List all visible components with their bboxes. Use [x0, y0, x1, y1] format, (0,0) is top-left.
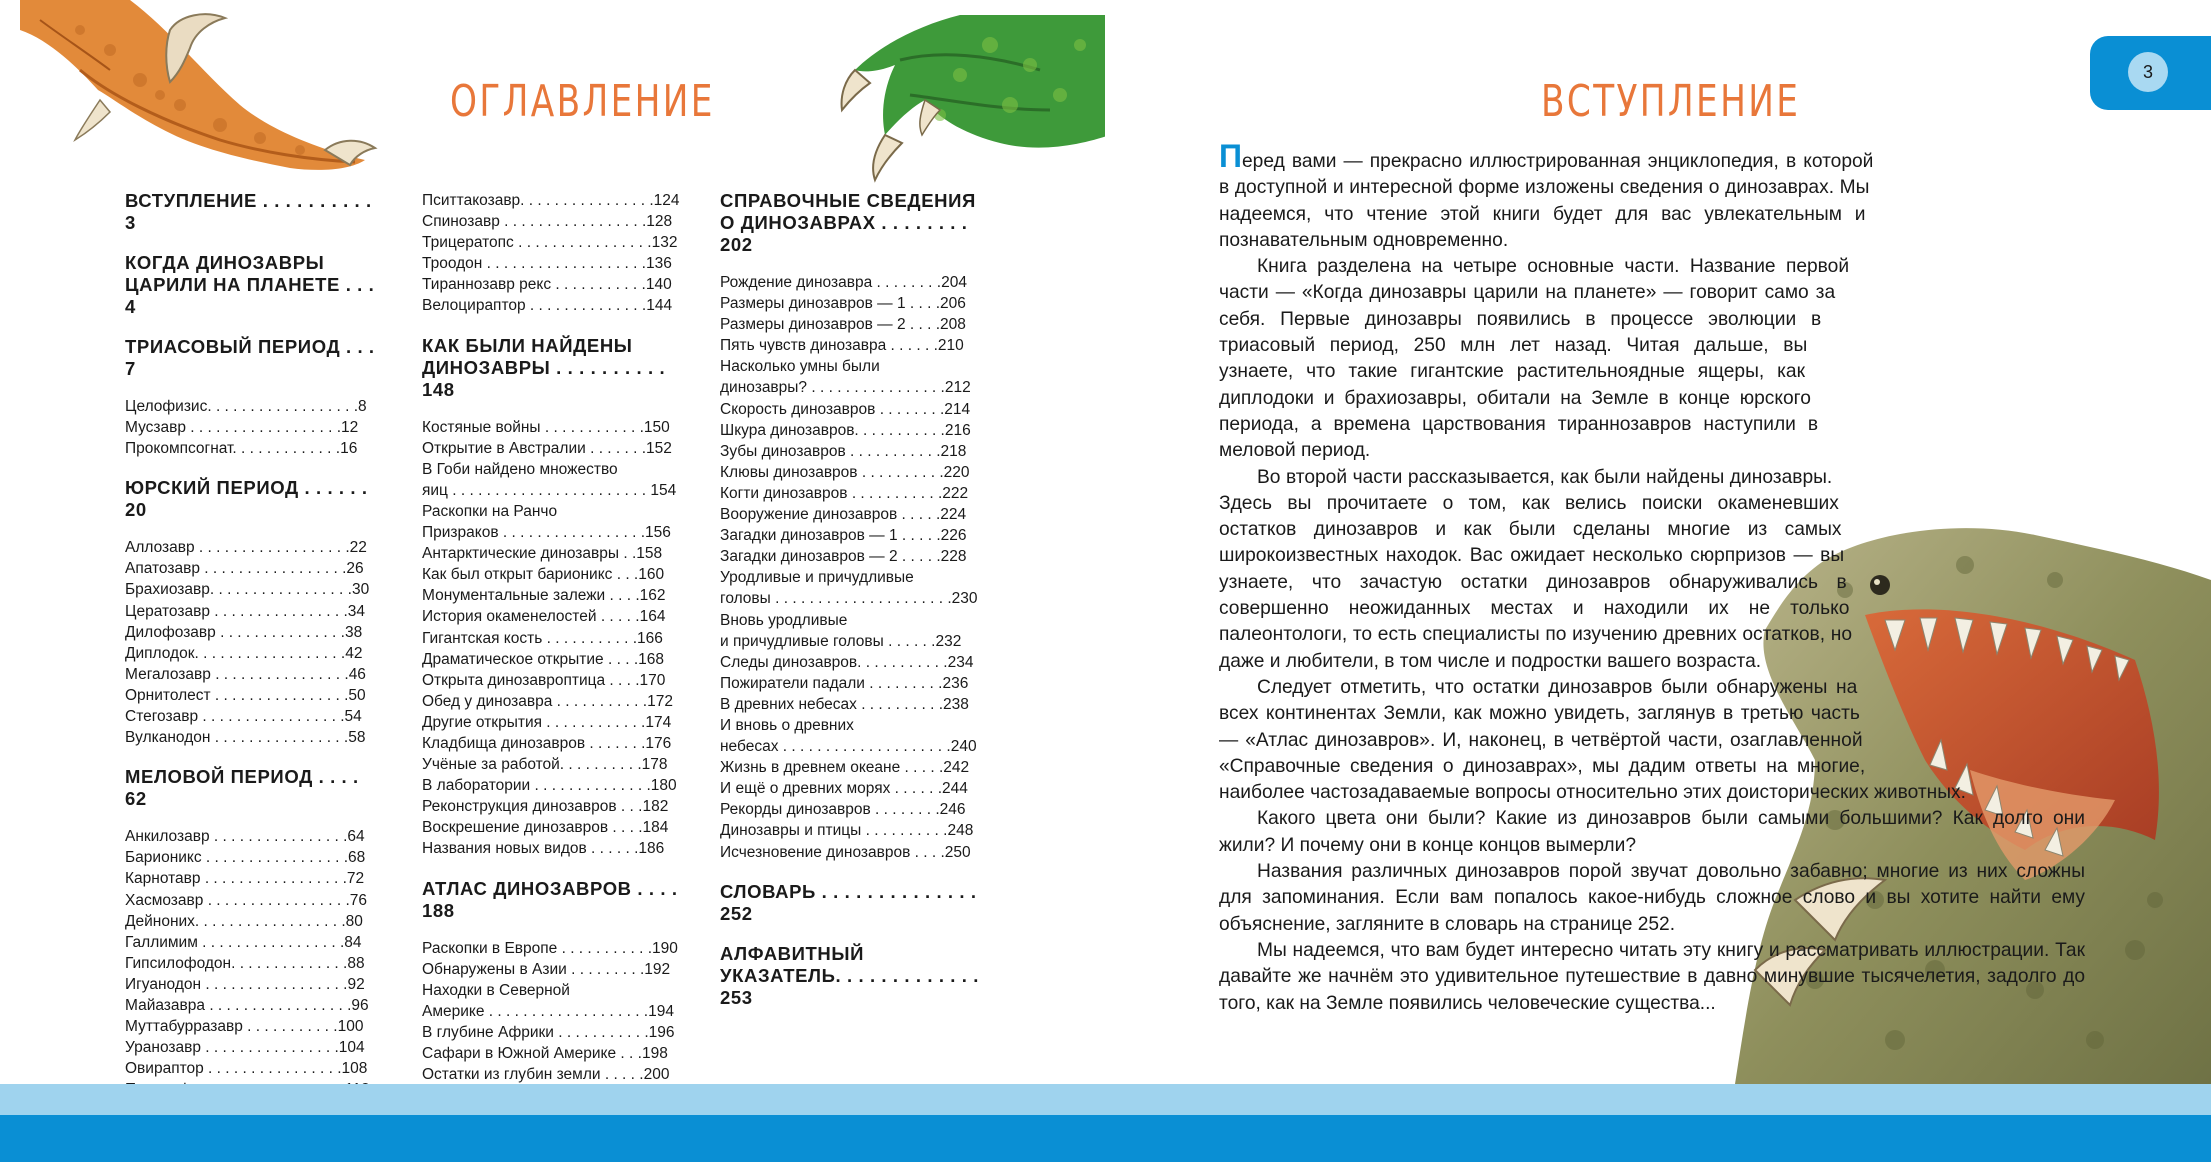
toc-entry: Драматическое открытие . . . .168 [422, 650, 664, 668]
toc-entry: В глубине Африки . . . . . . . . . . .196 [422, 1023, 675, 1041]
toc-section-heading: ЮРСКИЙ ПЕРИОД . . . . . . 20 [125, 477, 368, 521]
toc-entry: Аллозавр . . . . . . . . . . . . . . . . . .22 [125, 539, 367, 557]
toc-entry: Спинозавр . . . . . . . . . . . . . . . . .128 [422, 213, 673, 231]
toc-entry: Открытие в Австралии . . . . . . .152 [422, 439, 672, 457]
toc-entry: Прокомпсогнат. . . . . . . . . . . . .16 [125, 440, 358, 458]
green-claw-illustration [840, 15, 1110, 190]
toc-entry: Раскопки в Европе . . . . . . . . . . .190 [422, 939, 678, 957]
footer-band-light [0, 1084, 2211, 1115]
intro-paragraph-2: Книга разделена на четыре основные части. Название первой части — «Когда динозавры царили на планете» — говорит само за себя. Первые динозавры появились в процессе эволюции в триасовый период, 250 млн лет назад. Читая дальше, вы узнаете, что такие гигантские растительноядные ящеры, как диплодоки и брахиозавры, обитали на Земле в конце юрского периода, а времена царствования тираннозавров наступили в меловой период. [1219, 256, 1850, 462]
page-number: 3 [2128, 52, 2168, 92]
toc-entry: Анкилозавр . . . . . . . . . . . . . . . .64 [125, 828, 365, 846]
intro-paragraph-4: Следует отметить, что остатки динозавров были обнаружены на всех континентах Земли, как можно увидеть, заглянув в третью часть — «Атлас динозавров». И, наконец, в четвёртой части, озаглавленной «Справочные сведения о динозаврах», мы дадим ответы на многие, наиболее частозадаваемые вопросы относительно этих доисторических животных. [1219, 676, 1966, 804]
toc-entry: Пять чувств динозавра . . . . . .210 [720, 337, 964, 355]
toc-entry: Орнитолест . . . . . . . . . . . . . . . .50 [125, 686, 366, 704]
toc-heading: ОГЛАВЛЕНИЕ [450, 76, 715, 127]
toc-entry: Уранозавр . . . . . . . . . . . . . . . .104 [125, 1039, 365, 1057]
toc-entry: Брахиозавр. . . . . . . . . . . . . . . . .30 [125, 581, 370, 599]
toc-entry: Реконструкция динозавров . . .182 [422, 798, 669, 816]
toc-entry: Цератозавр . . . . . . . . . . . . . . . .34 [125, 602, 365, 620]
toc-section-heading: СЛОВАРЬ . . . . . . . . . . . . . . 252 [720, 880, 977, 924]
toc-entry: головы . . . . . . . . . . . . . . . . . . . . .230 [720, 590, 978, 608]
intro-paragraph-3: Во второй части рассказывается, как были найдены динозавры. Здесь вы прочитаете о том, как велись поиски окаменевших остатков динозавров и как были сделаны многие из самых широкоизвестных находок. Вас ожидает несколько сюрпризов — вы узнаете, что зачастую остатки динозавров обнаруживались в совершенно неожиданных местах и находили их не только палеонтологи, то есть специалисты по изучению древних остатков, но даже и любители, в том числе и подростки вашего возраста. [1219, 466, 1853, 672]
toc-entry: Скорость динозавров . . . . . . . .214 [720, 400, 971, 418]
toc-entry: Дейноних. . . . . . . . . . . . . . . . . .80 [125, 912, 363, 930]
toc-entry: Костяные войны . . . . . . . . . . . .150 [422, 418, 670, 436]
toc-entry: Раскопки на Ранчо [422, 502, 558, 520]
toc-entry: Когти динозавров . . . . . . . . . . .222 [720, 484, 969, 502]
toc-entry: Другие открытия . . . . . . . . . . . .174 [422, 713, 672, 731]
toc-entry: Загадки динозавров — 2 . . . . .228 [720, 548, 967, 566]
toc-entry: динозавры? . . . . . . . . . . . . . . . .212 [720, 379, 971, 397]
toc-page [0, 0, 1105, 1162]
intro-heading: ВСТУПЛЕНИЕ [1541, 76, 1801, 127]
toc-entry: Следы динозавров. . . . . . . . . . .234 [720, 653, 974, 671]
toc-entry: Стегозавр . . . . . . . . . . . . . . . . .54 [125, 708, 362, 726]
toc-entry: Уродливые и причудливые [720, 569, 914, 587]
footer-band-dark [0, 1115, 2211, 1162]
toc-entry: Хасмозавр . . . . . . . . . . . . . . . . .76 [125, 891, 368, 909]
intro-paragraph-5: Какого цвета они были? Какие из динозавров были самыми большими? Как долго они жили? И почему они в конце концов вымерли? [1219, 808, 2085, 856]
toc-entry: Америке . . . . . . . . . . . . . . . . . . .194 [422, 1002, 674, 1020]
toc-column-2 [422, 190, 692, 1085]
toc-section-heading: АЛФАВИТНЫЙ УКАЗАТЕЛЬ. . . . . . . . . . . . . 253 [720, 942, 980, 1008]
toc-entry: Клювы динозавров . . . . . . . . . .220 [720, 463, 970, 481]
toc-entry: История окаменелостей . . . . .164 [422, 608, 666, 626]
toc-entry: Насколько умны были [720, 358, 880, 376]
toc-entry: Учёные за работой. . . . . . . . . .178 [422, 756, 668, 774]
toc-entry: Гигантская кость . . . . . . . . . . .166 [422, 629, 663, 647]
toc-entry: В древних небесах . . . . . . . . . .238 [720, 695, 969, 713]
toc-entry: В Гоби найдено множество [422, 460, 618, 478]
toc-entry: Троодон . . . . . . . . . . . . . . . . . . .136 [422, 255, 672, 273]
toc-entry: В лаборатории . . . . . . . . . . . . . .180 [422, 777, 677, 795]
toc-entry: Исчезновение динозавров . . . .250 [720, 843, 971, 861]
toc-section-heading: АТЛАС ДИНОЗАВРОВ . . . . 188 [422, 877, 678, 921]
toc-entry: Кладбища динозавров . . . . . . .176 [422, 734, 672, 752]
toc-entry: Пситтакозавр. . . . . . . . . . . . . . . .124 [422, 192, 680, 209]
toc-column-3 [720, 190, 990, 1025]
toc-entry: и причудливые головы . . . . . .232 [720, 632, 962, 650]
toc-entry: Воскрешение динозавров . . . .184 [422, 819, 669, 837]
toc-entry: Галлимим . . . . . . . . . . . . . . . . .84 [125, 933, 362, 951]
toc-entry: И ещё о древних морях . . . . . .244 [720, 780, 968, 798]
toc-entry: Вулканодон . . . . . . . . . . . . . . . .58 [125, 729, 366, 747]
toc-entry: Апатозавр . . . . . . . . . . . . . . . . .26 [125, 560, 364, 578]
intro-paragraph-1: Перед вами — прекрасно иллюстрированная энциклопедия, в которой в доступной и интересной форме изложены сведения о динозаврах. Мы надеемся, что чтение этой книги будет для вас увлекательным и познавательным одновременно. [1219, 138, 1874, 251]
toc-entry: Загадки динозавров — 1 . . . . .226 [720, 527, 967, 545]
intro-paragraph-7: Мы надеемся, что вам будет интересно читать эту книгу и рассматривать иллюстрации. Так давайте же начнём это удивительное путешествие в давно минувшие тысячелетия, задолго до того, как на Земле появились человеческие существа... [1219, 939, 2085, 1014]
toc-entry: Карнотавр . . . . . . . . . . . . . . . . .72 [125, 870, 365, 888]
toc-section-heading: МЕЛОВОЙ ПЕРИОД . . . . 62 [125, 766, 359, 810]
toc-entry: Дилофозавр . . . . . . . . . . . . . . .38 [125, 623, 363, 641]
toc-column-1 [125, 190, 375, 1143]
toc-entry: Овираптор . . . . . . . . . . . . . . . .108 [125, 1060, 368, 1078]
toc-entry: Трицератопс . . . . . . . . . . . . . . . .132 [422, 234, 678, 252]
toc-entry: Мегалозавр . . . . . . . . . . . . . . . .46 [125, 665, 366, 683]
toc-entry: Названия новых видов . . . . . .186 [422, 840, 665, 858]
toc-entry: Гипсилофодон. . . . . . . . . . . . . .88 [125, 954, 365, 972]
toc-entry: Остатки из глубин земли . . . . .200 [422, 1066, 670, 1084]
toc-entry: Тираннозавр рекс . . . . . . . . . . .140 [422, 276, 672, 294]
toc-entry: Антарктические динозавры . .158 [422, 545, 663, 563]
toc-entry: Обед у динозавра . . . . . . . . . . .172 [422, 692, 673, 710]
toc-entry: Находки в Северной [422, 981, 570, 999]
toc-entry: Жизнь в древнем океане . . . . .242 [720, 759, 970, 777]
toc-entry: Монументальные залежи . . . .162 [422, 587, 666, 605]
toc-entry: Открыта динозавроптица . . . .170 [422, 671, 666, 689]
toc-section-heading: ТРИАСОВЫЙ ПЕРИОД . . . 7 [125, 336, 375, 379]
toc-entry: Рождение динозавра . . . . . . . .204 [720, 274, 967, 291]
drop-cap: П [1219, 138, 1242, 174]
toc-entry: Размеры динозавров — 1 . . . .206 [720, 295, 966, 313]
toc-entry: Сафари в Южной Америке . . .198 [422, 1045, 668, 1062]
toc-entry: Вновь уродливые [720, 611, 848, 629]
toc-entry: И вновь о древних [720, 716, 854, 734]
toc-section-heading: ВСТУПЛЕНИЕ . . . . . . . . . . 3 [125, 190, 372, 233]
toc-entry: Игуанодон . . . . . . . . . . . . . . . . .92 [125, 975, 365, 993]
toc-section-heading: КОГДА ДИНОЗАВРЫ ЦАРИЛИ НА ПЛАНЕТЕ . . . 4 [125, 252, 375, 317]
toc-entry: Диплодок. . . . . . . . . . . . . . . . . .42 [125, 644, 363, 662]
toc-entry: Барионикс . . . . . . . . . . . . . . . . .68 [125, 849, 366, 867]
toc-entry: Шкура динозавров. . . . . . . . . . .216 [720, 421, 971, 439]
toc-entry: Призраков . . . . . . . . . . . . . . . . .156 [422, 524, 671, 542]
toc-entry: Мусзавр . . . . . . . . . . . . . . . . . .12 [125, 419, 359, 437]
toc-entry: Майазавра . . . . . . . . . . . . . . . . .96 [125, 996, 369, 1014]
toc-entry: Зубы динозавров . . . . . . . . . . .218 [720, 442, 967, 460]
toc-entry: Велоцираптор . . . . . . . . . . . . . .144 [422, 297, 673, 315]
toc-entry: Целофизис. . . . . . . . . . . . . . . . . .8 [125, 398, 367, 415]
toc-section-heading: КАК БЫЛИ НАЙДЕНЫ ДИНОЗАВРЫ . . . . . . . . . . 148 [422, 334, 666, 400]
toc-section-heading: СПРАВОЧНЫЕ СВЕДЕНИЯ О ДИНОЗАВРАХ . . . . . . . . 202 [720, 190, 976, 255]
toc-entry: Обнаружены в Азии . . . . . . . . .192 [422, 960, 671, 978]
toc-entry: Муттабурразавр . . . . . . . . . . .100 [125, 1018, 364, 1036]
intro-paragraph-6: Названия различных динозавров порой звучат довольно забавно; многие из них сложны для запоминания. Если вам попалось какое-нибудь сложное слово и вы хотите найти ему объяснение, загляните в словарь на странице 252. [1219, 861, 2085, 935]
toc-entry: Размеры динозавров — 2 . . . .208 [720, 316, 966, 334]
toc-entry: Динозавры и птицы . . . . . . . . . .248 [720, 822, 974, 840]
toc-entry: яиц . . . . . . . . . . . . . . . . . . . . . . . 154 [422, 481, 677, 499]
orange-claw-illustration [20, 0, 380, 180]
toc-entry: Рекорды динозавров . . . . . . . .246 [720, 801, 966, 819]
toc-entry: Вооружение динозавров . . . . .224 [720, 506, 967, 524]
intro-body [1219, 138, 2085, 1017]
toc-entry: Как был открыт барионикс . . .160 [422, 566, 665, 584]
toc-entry: небесах . . . . . . . . . . . . . . . . . . . .240 [720, 738, 977, 756]
toc-entry: Пожиратели падали . . . . . . . . .236 [720, 674, 969, 692]
